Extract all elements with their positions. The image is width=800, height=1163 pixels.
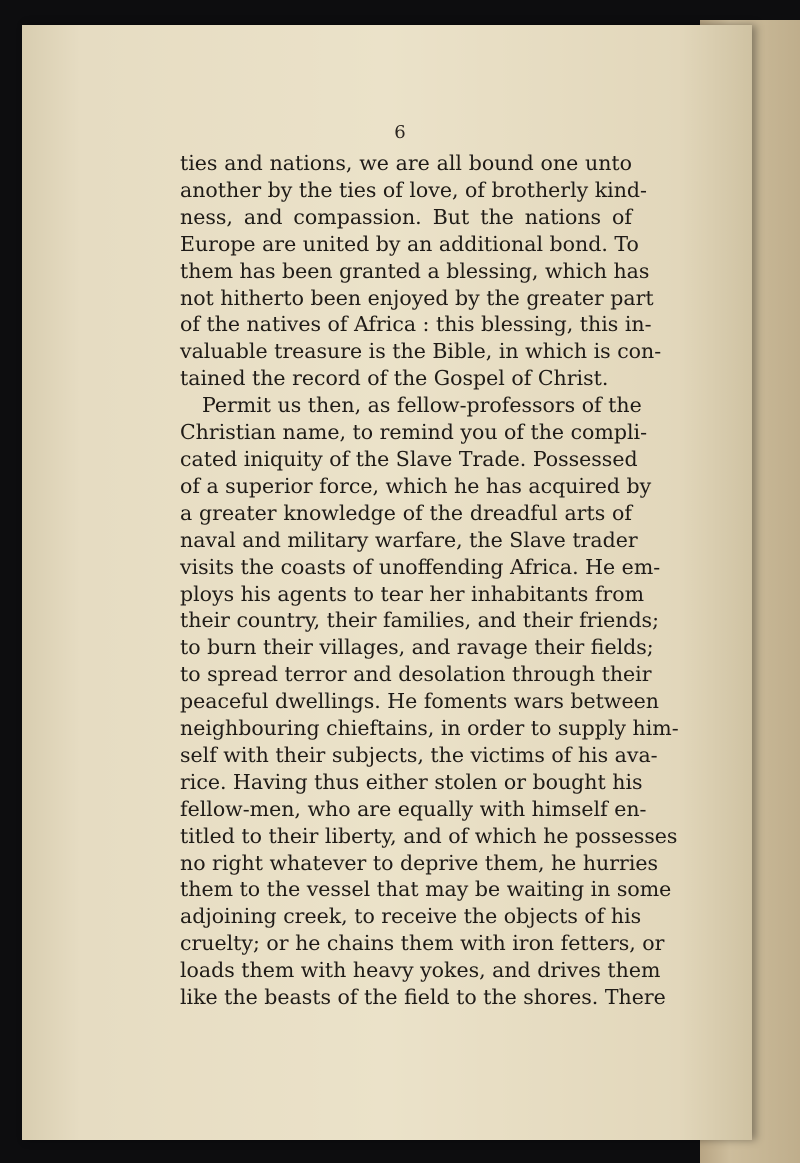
text-line: peaceful dwellings. He foments wars between bbox=[180, 689, 659, 714]
text-line: another by the ties of love, of brotherly kind- bbox=[180, 177, 647, 202]
text-line: them has been granted a blessing, which has bbox=[180, 258, 650, 283]
text-line: rice. Having thus either stolen or bought his bbox=[180, 769, 643, 794]
text-line: ties and nations, we are all bound one unto bbox=[180, 151, 632, 175]
text-line: them to the vessel that may be waiting in some bbox=[180, 877, 672, 902]
text-line: naval and military warfare, the Slave trader bbox=[180, 527, 638, 552]
text-line: cated iniquity of the Slave Trade. Possessed bbox=[180, 446, 638, 471]
text-line: self with their subjects, the victims of his ava- bbox=[180, 742, 658, 767]
text-line: a greater knowledge of the dreadful arts of bbox=[180, 500, 632, 525]
text-line: of a superior force, which he has acquired by bbox=[180, 473, 652, 498]
text-line: loads them with heavy yokes, and drives them bbox=[180, 958, 661, 983]
text-line: like the beasts of the field to the shores. There bbox=[180, 985, 666, 1010]
text-line: to spread terror and desolation through their bbox=[180, 662, 652, 687]
text-line: fellow-men, who are equally with himself en- bbox=[180, 796, 647, 821]
text-line: their country, their families, and their friends; bbox=[180, 608, 659, 633]
text-line: not hitherto been enjoyed by the greater part bbox=[180, 285, 654, 310]
text-line: adjoining creek, to receive the objects of his bbox=[180, 904, 642, 929]
text-line: neighbouring chieftains, in order to supply him- bbox=[180, 716, 679, 741]
text-line: titled to their liberty, and of which he possesses bbox=[180, 823, 678, 848]
text-line: of the natives of Africa : this blessing, this in- bbox=[180, 312, 652, 337]
page-number: 6 bbox=[394, 122, 406, 143]
text-line: ploys his agents to tear her inhabitants from bbox=[180, 581, 645, 606]
text-line: ness, and compassion. But the nations of bbox=[180, 204, 632, 229]
text-line: Permit us then, as fellow-professors of the bbox=[202, 393, 642, 418]
text-line: cruelty; or he chains them with iron fetters, or bbox=[180, 931, 665, 956]
text-line: tained the record of the Gospel of Christ. bbox=[180, 366, 609, 391]
text-line: visits the coasts of unoffending Africa. He em- bbox=[180, 554, 661, 579]
text-line: Christian name, to remind you of the compli- bbox=[180, 420, 647, 445]
text-line: no right whatever to deprive them, he hurries bbox=[180, 850, 659, 875]
text-line: to burn their villages, and ravage their fields; bbox=[180, 635, 654, 660]
text-line: Europe are united by an additional bond. To bbox=[180, 231, 639, 256]
text-line: valuable treasure is the Bible, in which is con- bbox=[180, 339, 662, 364]
body-text bbox=[180, 150, 679, 1011]
